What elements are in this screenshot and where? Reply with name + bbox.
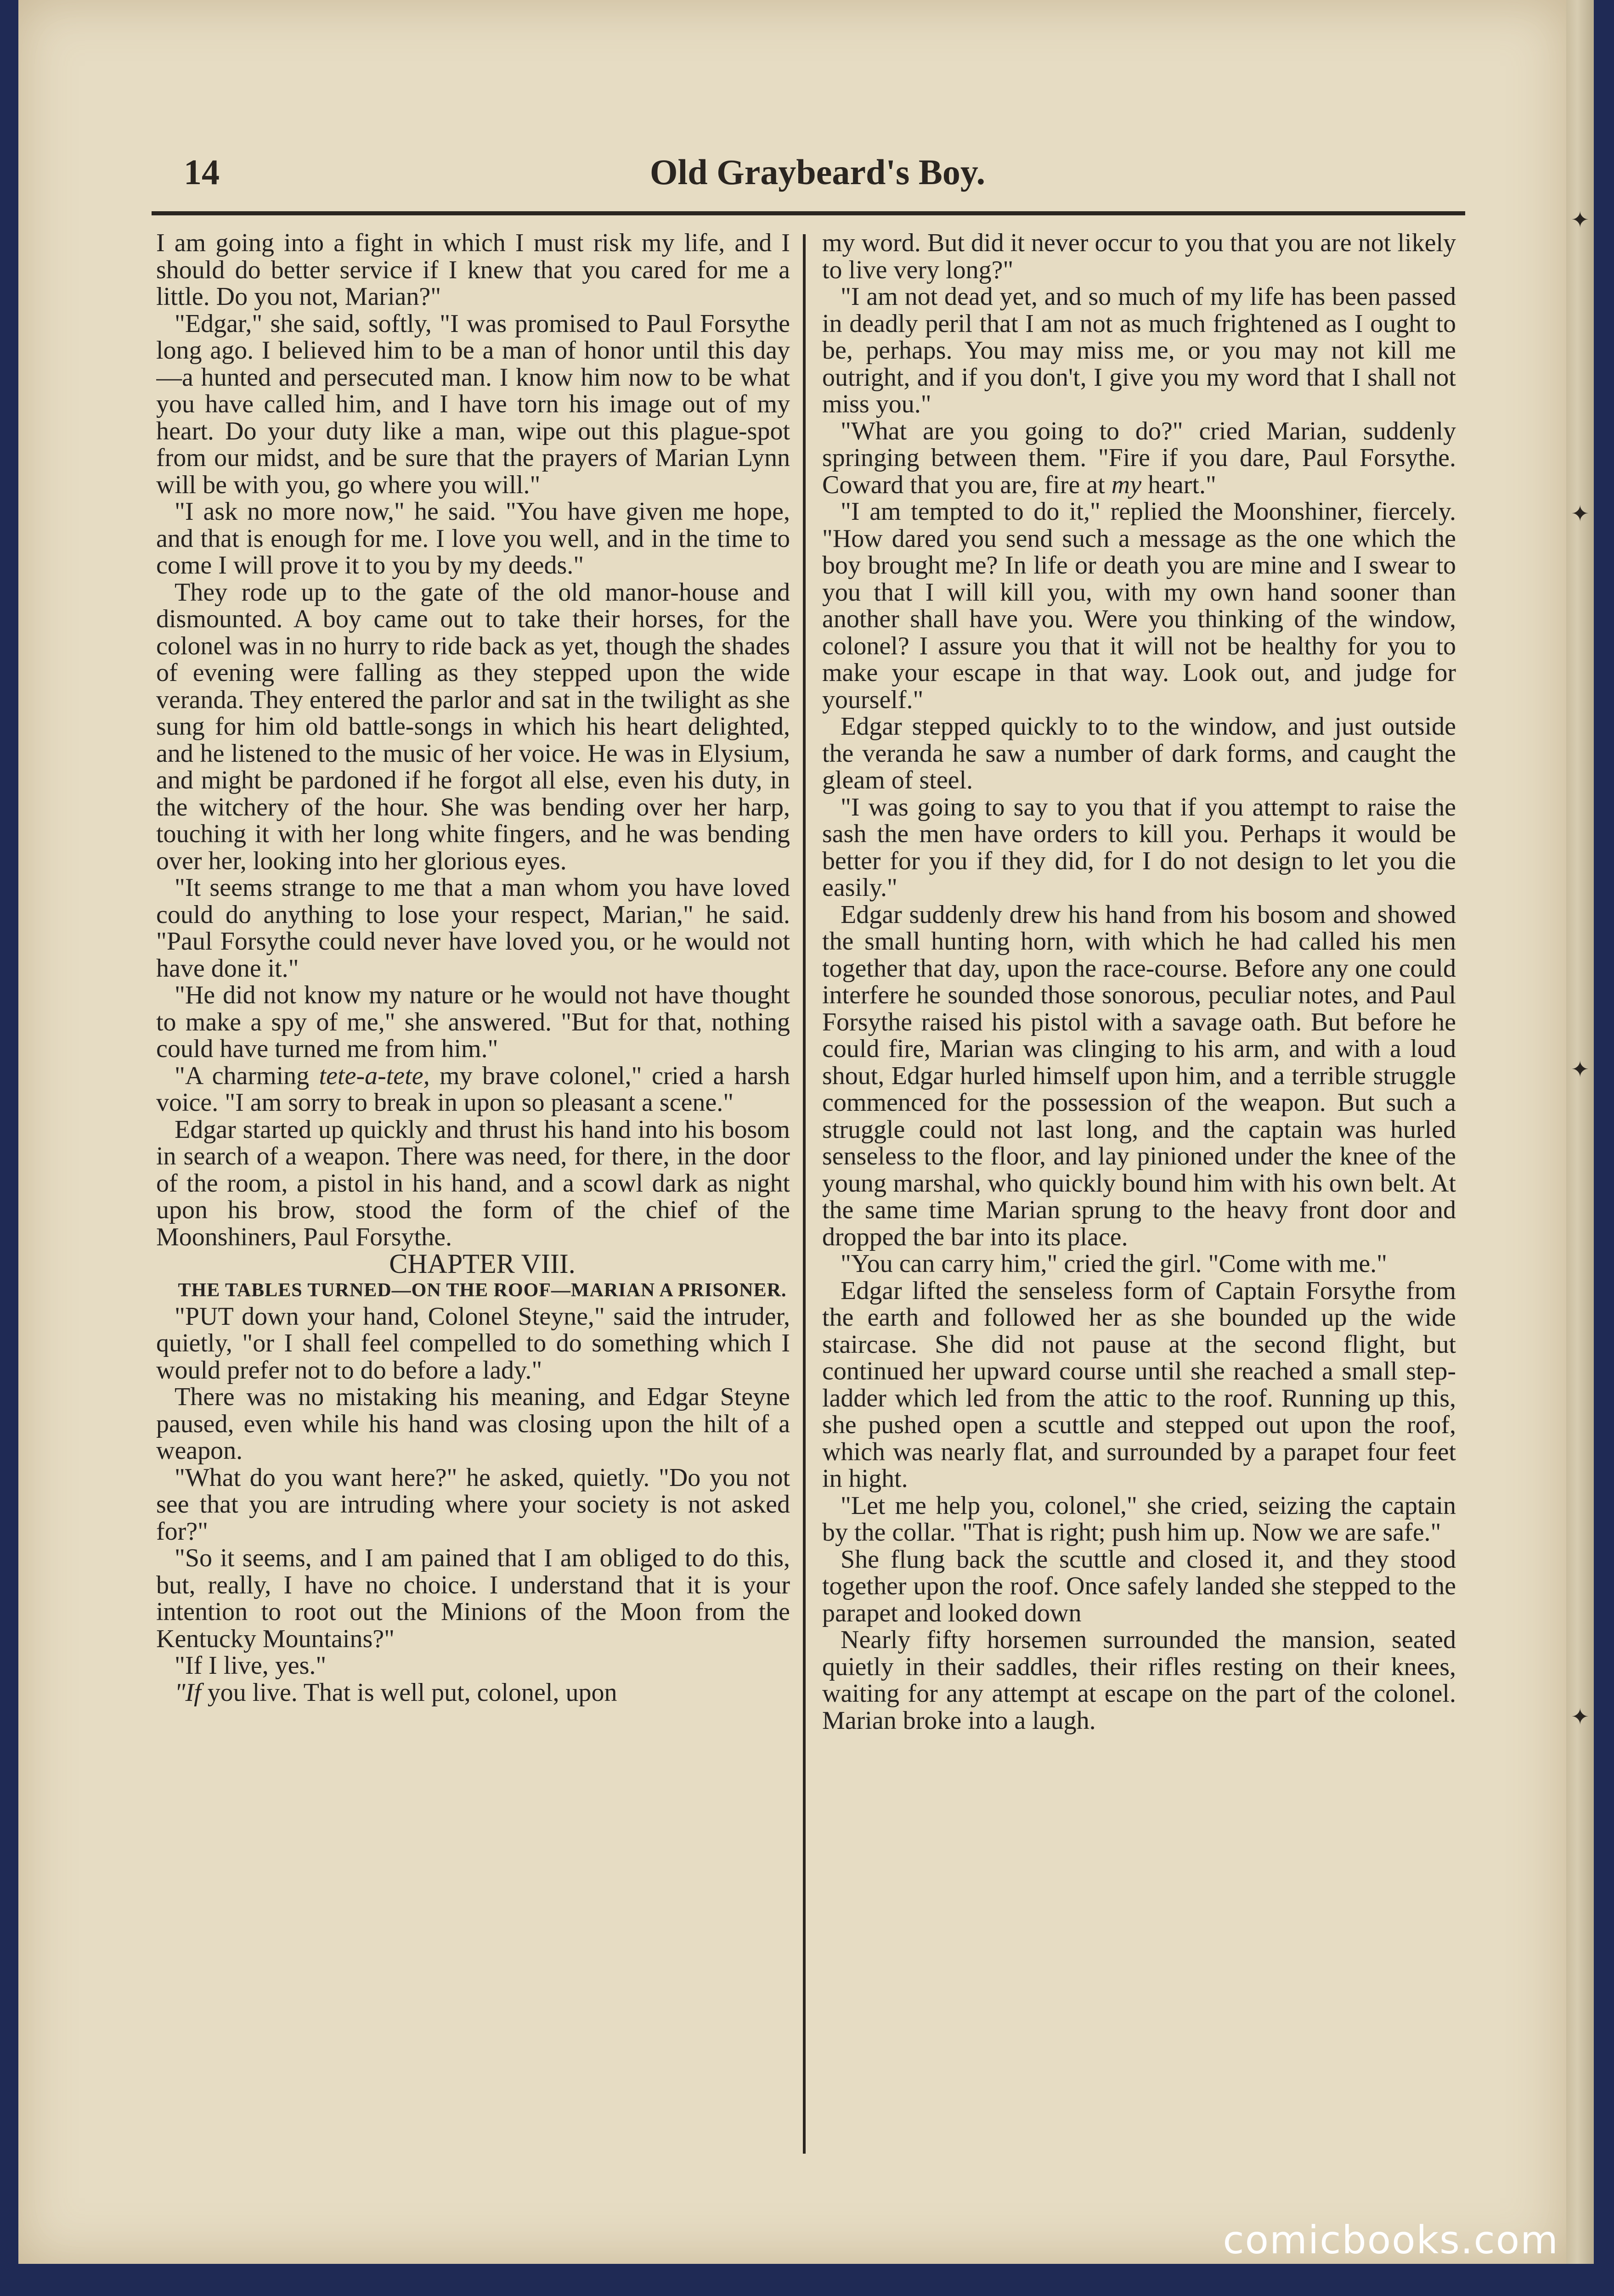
paragraph: "I was going to say to you that if you attempt to raise the sash the men have orders to kill you. Perhaps it would be better for you if they did, for I do not design to let you die easily." [822,793,1456,902]
text-run: heart." [1141,470,1216,499]
paragraph [822,418,1456,499]
chapter-subtitle: THE TABLES TURNED—ON THE ROOF—MARIAN A PRISONER. [178,1279,787,1301]
paragraph: "Edgar," she said, softly, "I was promised to Paul Forsythe long ago. I believed him to be a man of honor until this day—a hunted and persecuted man. I know him now to be what you have called him, and I have torn his image out of my heart. Do your duty like a man, wipe out this plague-spot from our midst, and be sure that the prayers of Marian Lynn will be with you, go where you will." [156,309,790,499]
text-run: "A charming [175,1061,319,1090]
column-divider [803,234,806,2154]
text-run: you live. That is well put, colonel, upon [201,1678,617,1707]
binding-staple-icon: ✦ [1571,208,1590,232]
watermark: comicbooks.com [1223,2217,1559,2262]
text-run: "What are you going to do?" cried Marian, suddenly springing between them. "Fire if you dare, Paul Forsythe. Coward that you are, fire at [822,416,1456,499]
running-title: Old Graybeard's Boy. [649,152,986,192]
page-number: 14 [184,152,220,192]
page-header [156,152,1479,202]
text-run: my brave colonel," cried a harsh voice. "I am sorry to break in upon so pleasant a scene." [156,1061,790,1117]
paragraph: Edgar suddenly drew his hand from his bosom and showed the small hunting horn, with which he had called his men together that day, upon the race-course. Before any one could interfere he sounded those sonorous, peculiar notes, and Paul Forsythe raised his pistol with a savage oath. But before he could fire, Marian was clinging to his arm, and with a loud shout, Edgar hurled himself upon him, and a terrible struggle commenced for the possession of the weapon. But such a struggle could not last long, and the captain was hurled senseless to the floor, and lay pinioned under the knee of the young marshal, who quickly bound him with his own belt. At the same time Marian sprung to the heavy front door and dropped the bar into its place. [822,900,1456,1251]
italic-text: my [1111,470,1142,499]
binding-staple-icon: ✦ [1571,1705,1590,1729]
paragraph: Nearly fifty horsemen surrounded the mansion, seated quietly in their saddles, their rifles resting on their knees, waiting for any attempt at escape on the part of the colonel. Marian broke into a laugh. [822,1626,1456,1735]
paragraph [156,1063,790,1116]
paragraph: "I am tempted to do it," replied the Moonshiner, fiercely. "How dared you send such a message as the one which the boy brought me? In life or death you are mine and I swear to you that I will kill you, with my own hand sooner than another shall have you. Were you thinking of the window, colonel? I assure you that it will not be healthy for you to make your escape in that way. Look out, and judge for yourself." [822,497,1456,714]
left-column [156,230,790,2158]
binding-staple-icon: ✦ [1571,1058,1590,1082]
italic-text: tete-a-tete, [319,1061,430,1090]
paragraph: "It seems strange to me that a man whom you have loved could do anything to lose your respect, Marian," he said. "Paul Forsythe could never have loved you, or he would not have done it." [156,873,790,983]
paragraph: "I am not dead yet, and so much of my life has been passed in deadly peril that I am not as much frightened as I ought to be, perhaps. You may miss me, or you may not kill me outright, and if you don't, I give you my word that I shall not miss you." [822,282,1456,418]
header-rule [152,211,1465,215]
paragraph: "You can carry him," cried the girl. "Come with me." [841,1249,1387,1278]
paragraph [156,1679,790,1706]
paragraph: "So it seems, and I am pained that I am obliged to do this, but, really, I have no choice. I understand that it is your intention to root out the Minions of the Moon from the Kentucky Mountains?" [156,1544,790,1653]
paragraph: I am going into a fight in which I must risk my life, and I should do better service if I knew that you cared for me a little. Do you not, Marian?" [156,230,790,311]
right-column [822,230,1456,2158]
paragraph: "He did not know my nature or he would not have thought to make a spy of me," she answered. "But for that, nothing could have turned me from him." [156,981,790,1063]
paragraph: "I ask no more now," he said. "You have given me hope, and that is enough for me. I love you well, and in the time to come I will prove it to you by my deeds." [156,497,790,580]
page-edge [1566,0,1594,2264]
paragraph: Edgar stepped quickly to to the window, and just outside the veranda he saw a number of dark forms, and caught the gleam of steel. [822,712,1456,794]
italic-text: "If [175,1678,201,1707]
paragraph: "Let me help you, colonel," she cried, seizing the captain by the collar. "That is right; push him up. Now we are safe." [822,1491,1456,1547]
paragraph: She flung back the scuttle and closed it, and they stood together upon the roof. Once safely landed she stepped to the parapet and looked down [822,1545,1456,1627]
chapter-title: CHAPTER VIII. [389,1249,576,1279]
paragraph: There was no mistaking his meaning, and Edgar Steyne paused, even while his hand was closing upon the hilt of a weapon. [156,1383,790,1465]
paragraph: Edgar started up quickly and thrust his hand into his bosom in search of a weapon. There was need, for there, in the door of the room, a pistol in his hand, and a scowl dark as night upon his brow, stood the form of the chief of the Moonshiners, Paul Forsythe. [156,1115,790,1251]
paragraph: Edgar lifted the senseless form of Captain Forsythe from the earth and followed her as she bounded up the wide staircase. She did not pause at the second flight, but continued her upward course until she reached a small step-ladder which led from the attic to the roof. Running up this, she pushed open a scuttle and stepped out upon the roof, which was nearly flat, and surrounded by a parapet four feet in hight. [822,1276,1456,1493]
binding-staple-icon: ✦ [1571,502,1590,526]
paragraph: "If I live, yes." [175,1651,327,1680]
paragraph: "PUT down your hand, Colonel Steyne," said the intruder, quietly, "or I shall feel compelled to do something which I would prefer not to do before a lady." [156,1302,790,1384]
paragraph: They rode up to the gate of the old manor-house and dismounted. A boy came out to take their horses, for the colonel was in no hurry to ride back as yet, though the shades of evening were falling as they stepped upon the wide veranda. They entered the parlor and sat in the twilight as she sung for him old battle-songs in which his heart delighted, and he listened to the music of her voice. He was in Elysium, and might be pardoned if he forgot all else, even his duty, in the witchery of the hour. She was bending over her harp, touching it with her long white fingers, and he was bending over her, looking into her glorious eyes. [156,578,790,875]
paragraph: my word. But did it never occur to you that you are not likely to live very long?" [822,230,1456,284]
paragraph: "What do you want here?" he asked, quietly. "Do you not see that you are intruding where your society is not asked for?" [156,1463,790,1546]
